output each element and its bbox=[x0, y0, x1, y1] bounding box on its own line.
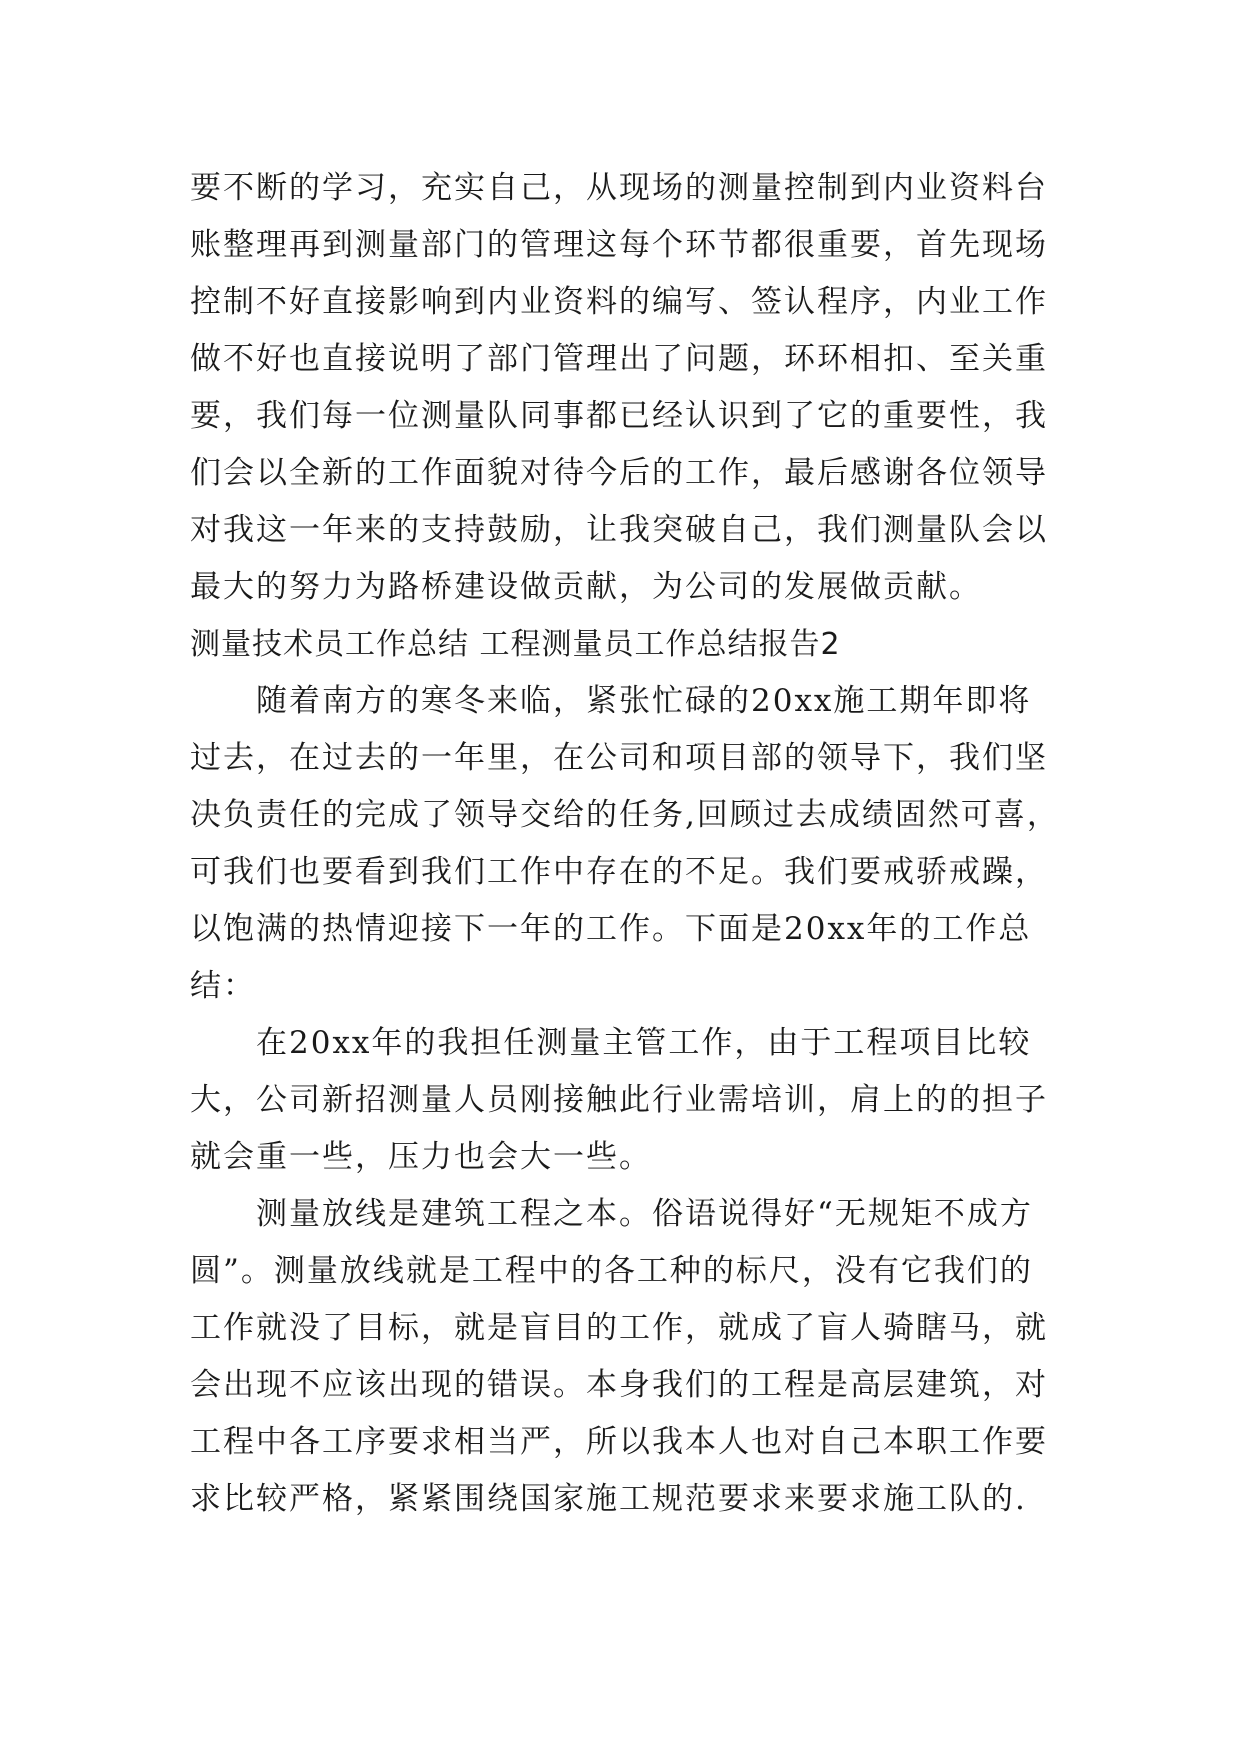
body-line: 们会以全新的工作面貌对待今后的工作，最后感谢各位领导 bbox=[190, 455, 1048, 491]
body-line: 就会重一些，压力也会大一些。 bbox=[190, 1139, 652, 1175]
document-body bbox=[190, 160, 1060, 1528]
body-line: 以饱满的热情迎接下一年的工作。下面是20xx年的工作总 bbox=[190, 911, 1032, 947]
body-line: 最大的努力为路桥建设做贡献，为公司的发展做贡献。 bbox=[190, 569, 982, 605]
body-line: 做不好也直接说明了部门管理出了问题，环环相扣、至关重 bbox=[190, 341, 1048, 377]
body-line: 要，我们每一位测量队同事都已经认识到了它的重要性，我 bbox=[190, 398, 1048, 434]
body-line: 控制不好直接影响到内业资料的编写、签认程序，内业工作 bbox=[190, 284, 1048, 320]
body-line: 账整理再到测量部门的管理这每个环节都很重要，首先现场 bbox=[190, 227, 1048, 263]
body-line: 对我这一年来的支持鼓励，让我突破自己，我们测量队会以 bbox=[190, 512, 1048, 548]
body-line: 会出现不应该出现的错误。本身我们的工程是高层建筑，对 bbox=[190, 1367, 1048, 1403]
paragraph-first-line: 测量放线是建筑工程之本。俗语说得好“无规矩不成方 bbox=[256, 1196, 1033, 1232]
body-line: 求比较严格，紧紧围绕国家施工规范要求来要求施工队的. bbox=[190, 1481, 1027, 1517]
body-line: 决负责任的完成了领导交给的任务,回顾过去成绩固然可喜， bbox=[190, 797, 1060, 833]
body-line: 工程中各工序要求相当严，所以我本人也对自己本职工作要 bbox=[190, 1424, 1048, 1460]
body-line: 工作就没了目标，就是盲目的工作，就成了盲人骑瞎马，就 bbox=[190, 1310, 1048, 1346]
body-line: 圆”。测量放线就是工程中的各工种的标尺，没有它我们的 bbox=[190, 1253, 1033, 1289]
paragraph-first-line: 在20xx年的我担任测量主管工作，由于工程项目比较 bbox=[256, 1025, 1032, 1061]
paragraph-first-line: 随着南方的寒冬来临，紧张忙碌的20xx施工期年即将 bbox=[256, 683, 1032, 719]
body-line: 结： bbox=[190, 968, 256, 1004]
body-line: 过去，在过去的一年里，在公司和项目部的领导下，我们坚 bbox=[190, 740, 1048, 776]
body-line: 大，公司新招测量人员刚接触此行业需培训，肩上的的担子 bbox=[190, 1082, 1048, 1118]
body-line: 要不断的学习，充实自己，从现场的测量控制到内业资料台 bbox=[190, 170, 1048, 206]
section-heading: 测量技术员工作总结 工程测量员工作总结报告2 bbox=[190, 627, 841, 662]
body-line: 可我们也要看到我们工作中存在的不足。我们要戒骄戒躁， bbox=[190, 854, 1048, 890]
